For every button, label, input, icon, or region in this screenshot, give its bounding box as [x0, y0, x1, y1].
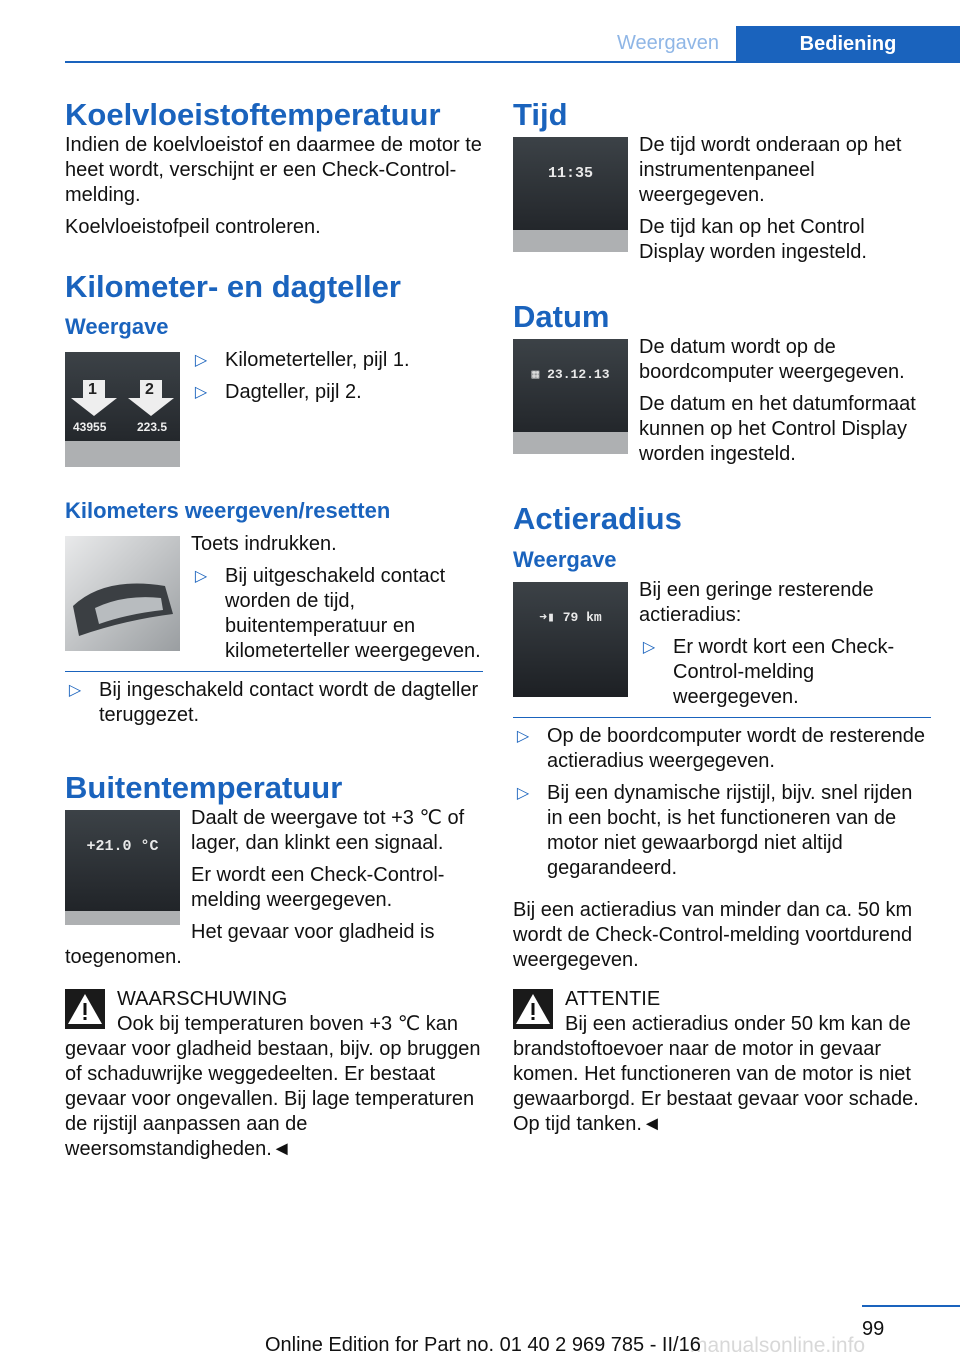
footer-rule: [862, 1305, 960, 1307]
date-heading: Datum: [513, 299, 610, 335]
tab-bediening[interactable]: Bediening: [736, 26, 960, 62]
coolant-paragraph: Indien de koelvloeistof en daarmee de motor te heet wordt, verschijnt er een Check-Control-melding.: [65, 134, 482, 207]
odometer-list: [191, 348, 483, 412]
reset-subheading: Kilometers weergeven/resetten: [65, 497, 391, 523]
range-heading: Actieradius: [513, 501, 682, 537]
triangle-bullet-icon: ▷: [516, 785, 530, 803]
warning-triangle-icon: [513, 989, 553, 1029]
list-item: ▷ Bij een dynamische rijstijl, bijv. snel rijden in een bocht, is het functioneren van de motor niet gewaarborgd niet altijd gegarandeerd.: [513, 781, 931, 881]
odometer-subheading: Weergave: [65, 314, 169, 340]
reset-list-2: [65, 678, 483, 735]
coolant-check: Koelvloeistofpeil controleren.: [65, 216, 321, 239]
list-item: ▷ Bij uitgeschakeld contact worden de tijd, buitentemperatuur en kilometerteller weergegeven.: [191, 564, 483, 664]
outside-temp-readout: +21.0 °C: [86, 837, 159, 855]
range-display-image: [513, 582, 628, 697]
outside-temp-heading: Buitentemperatuur: [65, 769, 343, 805]
button-graphic: [65, 536, 180, 651]
attention-block: [513, 987, 931, 1137]
separator: [513, 717, 931, 718]
triangle-bullet-icon: ▷: [194, 351, 208, 369]
list-item: ▷ Er wordt kort een Check-Control-melding weergegeven.: [639, 635, 931, 710]
display-strip: [65, 441, 180, 467]
time-heading: Tijd: [513, 97, 568, 132]
range-p2: Bij een actieradius van minder dan ca. 50 km wordt de Check-Control-melding voortdurend weergegeven.: [513, 899, 913, 972]
warning-graphic: [513, 989, 553, 1029]
reset-button-image: [65, 536, 180, 651]
reset-instruction: Toets indrukken.: [191, 532, 337, 555]
range-list-1: [639, 635, 931, 717]
range-p1: Bij een geringe resterende actieradius:: [639, 579, 874, 627]
list-item: ▷ Bij ingeschakeld contact wordt de dagteller teruggezet.: [65, 678, 483, 728]
outside-temp-p3: Het gevaar voor gladheid is toegenomen.: [65, 920, 435, 968]
fuel-pump-icon: ➜▮: [539, 610, 563, 626]
page-number: 99: [862, 1318, 885, 1340]
odometer-display-image: [65, 352, 180, 467]
outside-temp-display-image: [65, 810, 180, 925]
calendar-icon: ▦: [531, 367, 548, 383]
left-column: [65, 96, 483, 1169]
edition-footer: Online Edition for Part no. 01 40 2 969 785 - II/16: [265, 1334, 701, 1356]
watermark: manualsonline.info: [690, 1334, 866, 1357]
time-readout: 11:35: [547, 165, 593, 183]
tripmeter-value: 223.5: [137, 419, 168, 434]
attention-title: ATTENTIE: [565, 988, 661, 1011]
date-p1: De datum wordt op de boordcomputer weergegeven.: [639, 336, 905, 384]
list-item: ▷ Kilometerteller, pijl 1.: [191, 348, 483, 373]
display-strip: [65, 911, 180, 925]
date-p2: De datum en het datumformaat kunnen op het Control Display worden ingesteld.: [639, 393, 916, 466]
right-column: [513, 96, 931, 1144]
display-strip: [513, 230, 628, 252]
separator: [65, 671, 483, 672]
list-item: ▷ Dagteller, pijl 2.: [191, 380, 483, 405]
date-readout: ▦ 23.12.13: [531, 367, 610, 383]
triangle-bullet-icon: ▷: [194, 567, 208, 585]
triangle-bullet-icon: ▷: [68, 681, 82, 699]
time-p2: De tijd kan op het Control Display worden ingesteld.: [639, 216, 867, 264]
attention-text: Bij een actieradius onder 50 km kan de brandstoftoevoer naar de motor in gevaar komen. Het functioneren van de motor is niet gewaarborgd. Er bestaat gevaar voor schade. Op tijd tanken.◄: [513, 1013, 919, 1136]
outside-temp-p1: Daalt de weergave tot +3 ℃ of lager, dan klinkt een signaal.: [191, 806, 465, 854]
triangle-bullet-icon: ▷: [642, 639, 656, 657]
odometer-heading: Kilometer- en dagteller: [65, 269, 401, 305]
outside-temp-p2: Er wordt een Check-Control-melding weergegeven.: [191, 863, 445, 911]
reset-list-1: [191, 564, 483, 671]
triangle-bullet-icon: ▷: [194, 383, 208, 401]
date-display-image: [513, 339, 628, 454]
warning-title: WAARSCHUWING: [117, 987, 288, 1010]
coolant-heading: Koelvloeistoftemperatuur: [65, 97, 441, 132]
range-subheading: Weergave: [513, 546, 617, 572]
arrow-2-label: 2: [145, 380, 154, 398]
display-strip: [513, 432, 628, 454]
warning-block: [65, 987, 483, 1162]
warning-triangle-icon: [65, 989, 105, 1029]
triangle-bullet-icon: ▷: [516, 728, 530, 746]
arrow-1-label: 1: [88, 380, 97, 398]
time-display-image: [513, 137, 628, 252]
warning-text: Ook bij temperaturen boven +3 ℃ kan gevaar voor gladheid bestaan, bijv. op bruggen of schaduwrijke weggedeelten. Er bestaat gevaar voor ongevallen. Bij lage temperaturen de rijstijl aanpassen aan de weersomstandigheden.◄: [65, 1012, 481, 1160]
warning-graphic: [65, 989, 105, 1029]
range-list-2: [513, 724, 931, 888]
time-p1: De tijd wordt onderaan op het instrumentenpaneel weergegeven.: [639, 134, 902, 207]
tab-weergaven[interactable]: Weergaven: [617, 31, 719, 54]
odometer-value: 43955: [73, 419, 107, 434]
list-item: ▷ Op de boordcomputer wordt de resterende actieradius weergegeven.: [513, 724, 931, 774]
range-readout: ➜▮ 79 km: [539, 610, 602, 626]
